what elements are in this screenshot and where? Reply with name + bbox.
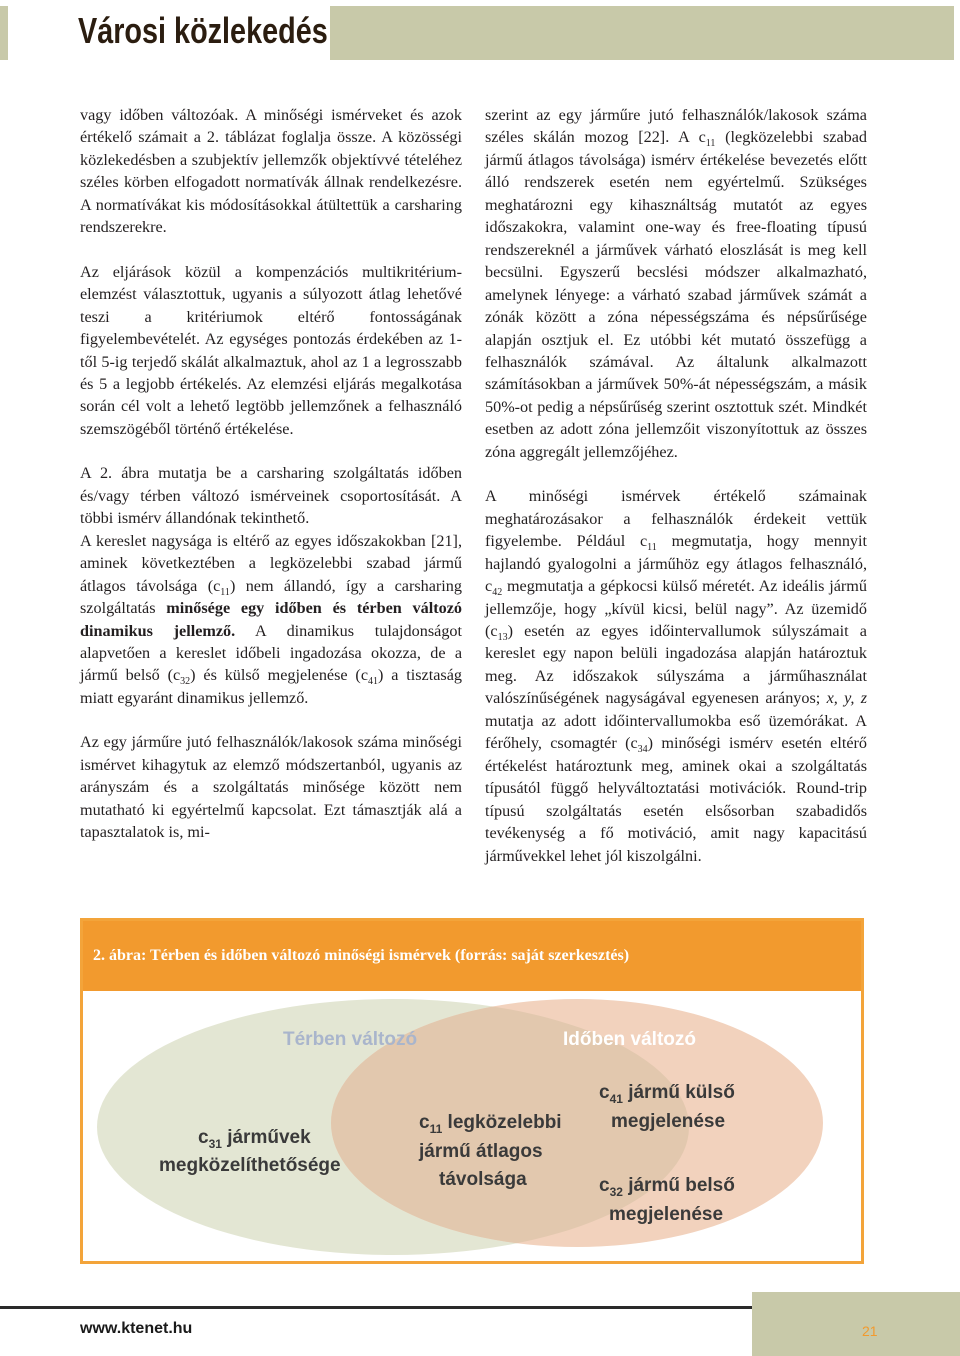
label-c32-line2: megjelenése [609, 1204, 724, 1225]
label-c11-line2: jármű átlagos [419, 1141, 543, 1162]
label-c32: $c_{32}$ jármű belső [599, 1175, 735, 1199]
label-c11: $c_{11}$ legközelebbi [419, 1112, 562, 1136]
left-paragraph-2: Az eljárások közül a kompenzációs multikritérium-elemzést választottuk, ugyanis a súlyozott átlag lehetővé teszi a kritériumok eltérő fontosságának figyelembevételét. Az egységes pontozás érdekében az 1-től 5-ig terjedő skálát alkalmaztuk, ahol az 1 a legrosszabb és 5 a legjobb értékelés. Az elemzési eljárás megalkotása során cél volt a lehető legtöbb jellemzőnek a felhasználó szemszögéből történő értékelése. [80, 262, 462, 438]
header-decor-left [0, 6, 8, 60]
label-c31-line2: megközelíthetősége [159, 1155, 341, 1176]
page-title: Városi közlekedés [78, 10, 328, 51]
label-c41: $c_{41}$ jármű külső [599, 1082, 735, 1106]
left-paragraph-4: A kereslet nagysága is eltérő az egyes időszakokban [21], aminek következtében a legközelebbi szabad jármű átlagos távolsága $(c_{11})$ nem állandó, így a carsharing szolgáltatás minősége egy időben és térben változó dinamikus jellemző. A dinamikus tulajdonságot alapvetően a kereslet időbeli ingadozása okozza, de a jármű belső $(c_{32})$ és külső megjelenése $(c_{41})$ a tisztaság miatt egyaránt dinamikus jellemző. [80, 531, 462, 707]
right-paragraph-2: A minőségi ismérvek értékelő számainak meghatározásakor a felhasználók érdekeit vettük figyelembe. Például $c_{11}$ megmutatja, hogy mennyit hajlandó gyalogolni a járműhöz egy átlagos felhasználó, $c_{42}$ megmutatja a gépkocsi külső méretét. Az ideális jármű jellemzője, hogy „kívül kicsi, belül nagy”. Az üzemidő $(c_{13})$ esetén az egyes időintervallumok súlyszámait a kereslet egy napon belüli ingadozása alapján határoztuk meg. Az időszakok súlyszáma a járműhasználat valószínűségének nagyságával egyenesen arányos; x, y, z mutatja az adott időintervallumokba eső üzemórákat. A férőhely, csomagtér $(c_{34})$ minőségi ismérv esetén eltérő értékelést határoztunk meg, aminek okai a szolgáltatás típusától függő helyváltoztatási motivációk. Round-trip típusú szolgáltatás esetén elsősorban szabadidős tevékenység a fő motiváció, amit nagy kapacitású járművekkel lehet jól kiszolgálni. [485, 487, 868, 865]
label-c31: $c_{31}$ járművek [198, 1127, 311, 1151]
set-right-label: Időben változó [563, 1029, 696, 1050]
left-paragraph-3: A 2. ábra mutatja be a carsharing szolgáltatás időben és/vagy térben változó ismérveinek csoportosítását. A többi ismérv állandónak tekinthető. [80, 464, 462, 528]
venn-diagram [83, 991, 861, 1261]
right-column [485, 104, 867, 867]
left-column [80, 104, 462, 844]
page-number: 21 [862, 1323, 878, 1339]
footer-url[interactable]: www.ktenet.hu [80, 1320, 193, 1337]
label-c41-line2: megjelenése [611, 1111, 726, 1132]
figure-caption: 2. ábra: Térben és időben változó minőségi ismérvek (forrás: saját szerkesztés) [93, 947, 630, 964]
header-bar [330, 6, 954, 60]
left-paragraph-1: vagy időben változóak. A minőségi ismérveket és azok értékelő számait a 2. táblázat foglalja össze. A közösségi közlekedésben a szubjektív jellemzők objektívvé tételéhez széles körben elfogadott normatívák állnak rendelkezésre. A normatívákat kis módosításokkal átültettük a carsharing rendszerekre. [80, 106, 462, 237]
footer-page-box [752, 1292, 960, 1356]
label-c11-line3: távolsága [439, 1169, 527, 1190]
left-paragraph-5: Az egy járműre jutó felhasználók/lakosok száma minőségi ismérvet kihagytuk az elemző módszertanból, ugyanis az arányszám és a szolgáltatás minősége között nem mutatható ki egyértelmű kapcsolat. Ezt támasztják alá a tapasztalatok is, mi- [80, 733, 462, 842]
figure-2 [80, 918, 864, 1264]
right-paragraph-1: szerint az egy járműre jutó felhasználók/lakosok száma széles skálán mozog [22]. A $c_{11}$ (legközelebbi szabad jármű átlagos távolsága) ismérv értékelése bevezetés előtt álló rendszerek esetén nem egyértelmű. Szükséges meghatározni egy kihasználtság mutatót az egyes időszakokra, valamint one-way és free-floating típusú rendszereknél a járművek várható eloszlását is meg kell becsülni. Egyszerű becslési módszer alkalmazható, amelynek lényege: a várható szabad járművek számát a zónák között a zóna népességszáma és népsűrűsége alapján osztjuk el. Ez utóbbi két mutató összefügg a felhasználók számával. Az általunk alkalmazott számításokban a járművek 50%-át népességszám, a másik 50%-ot pedig a népsűrűség szerint osztottuk szét. Mindkét esetben az adott zóna jellemzőit viszonyítottuk az összes zóna aggregált jellemzőjéhez. [485, 106, 867, 461]
figure-caption-bar [83, 921, 861, 991]
set-left-label: Térben változó [283, 1029, 418, 1050]
